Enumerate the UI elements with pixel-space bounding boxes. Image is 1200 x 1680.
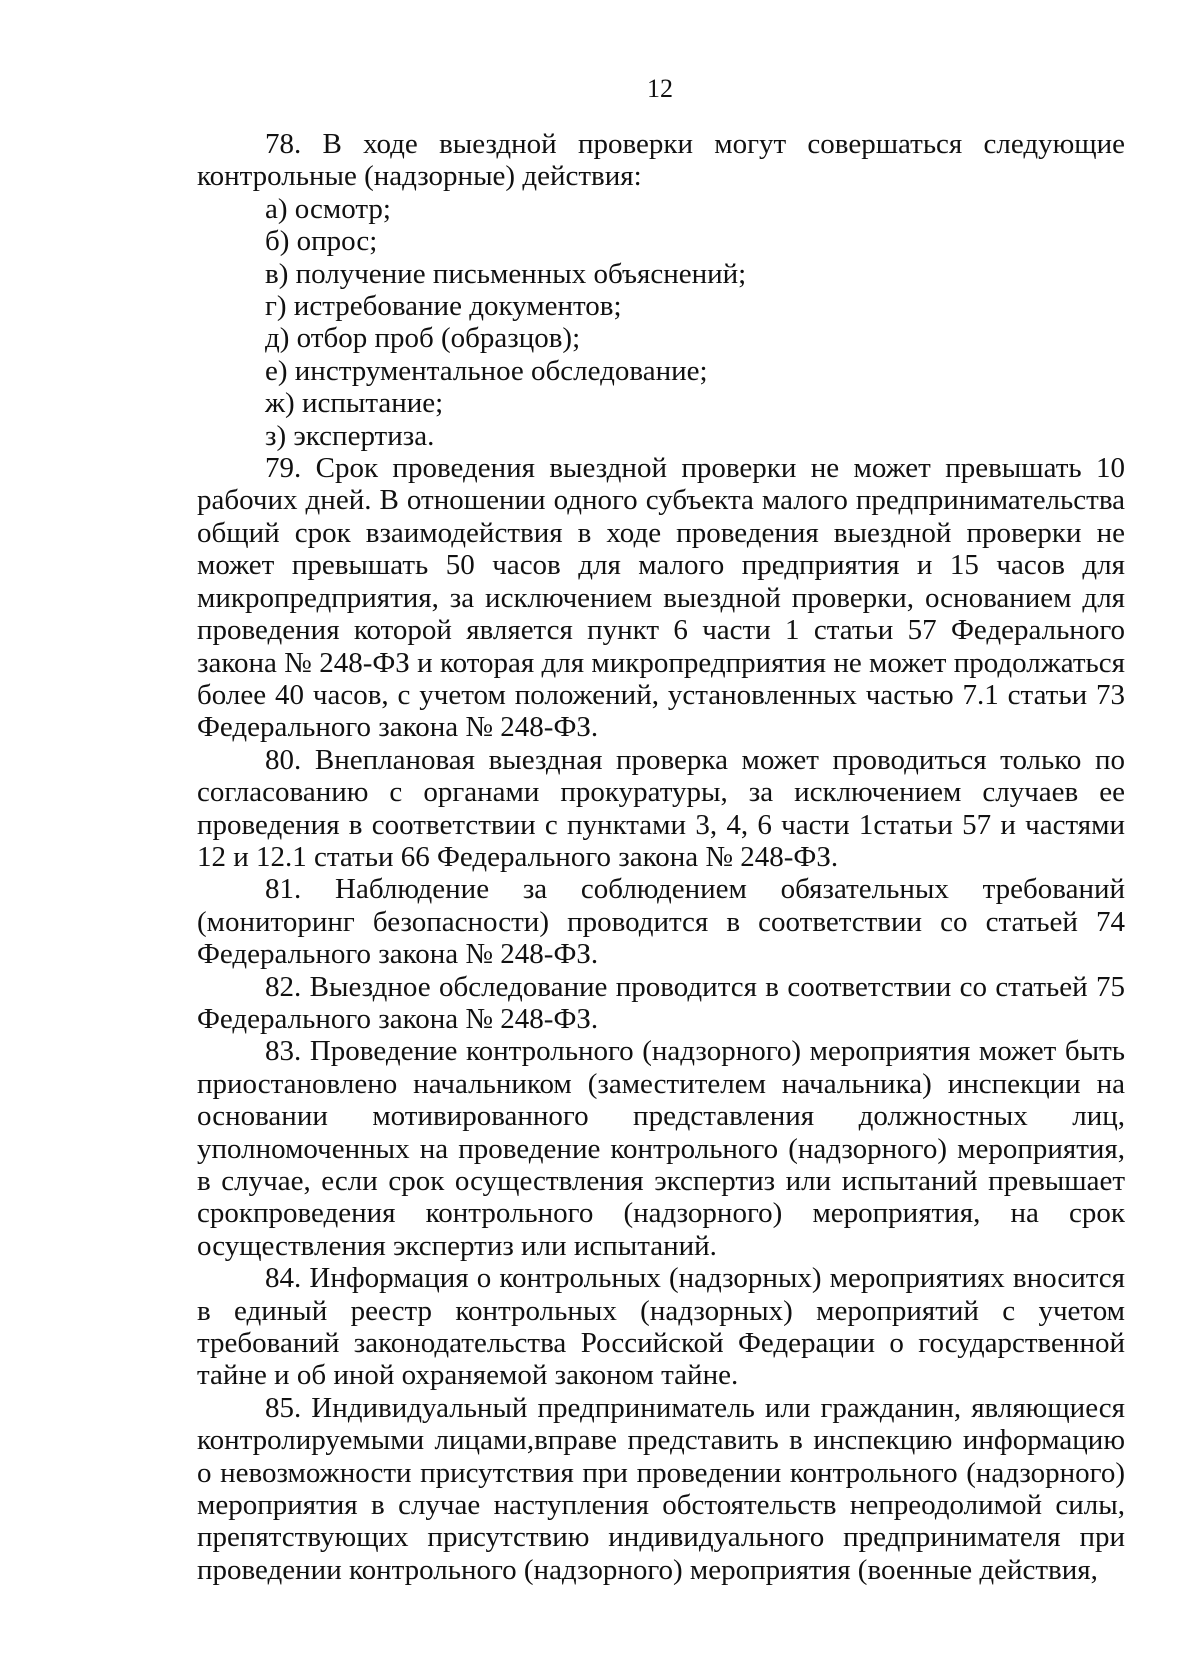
paragraph-85: 85. Индивидуальный предприниматель или гражданин, являющиеся контролируемыми лицами,вправе представить в инспекцию информацию о невозможности присутствия при проведении контрольного (надзорного) мероприятия в случае наступления обстоятельств непреодолимой силы, препятствующих присутствию индивидуального предпринимателя при проведении контрольного (надзорного) мероприятия (военные действия, xyxy=(197,1391,1125,1586)
paragraph-83: 83. Проведение контрольного (надзорного) мероприятия может быть приостановлено начальником (заместителем начальника) инспекции на основании мотивированного представления должностных лиц, уполномоченных на проведение контрольного (надзорного) мероприятия, в случае, если срок осуществления экспертиз или испытаний превышает срокпроведения контрольного (надзорного) мероприятия, на срок осуществления экспертиз или испытаний. xyxy=(197,1035,1125,1262)
list-item-v: в) получение письменных объяснений; xyxy=(265,257,747,290)
paragraph-79: 79. Срок проведения выездной проверки не может превышать 10 рабочих дней. В отношении одного субъекта малого предпринимательства общий срок взаимодействия в ходе проведения выездной проверки не может превышать 50 часов для малого предприятия и 15 часов для микропредприятия, за исключением выездной проверки, основанием для проведения которой является пункт 6 части 1 статьи 57 Федерального закона № 248-ФЗ и которая для микропредприятия не может продолжаться более 40 часов, с учетом положений, установленных частью 7.1 статьи 73 Федерального закона № 248-ФЗ. xyxy=(197,452,1125,744)
paragraph-84: 84. Информация о контрольных (надзорных) мероприятиях вносится в единый реестр контрольных (надзорных) мероприятий с учетом требований законодательства Российской Федерации о государственной тайне и об иной охраняемой законом тайне. xyxy=(197,1262,1125,1392)
paragraph-80: 80. Внеплановая выездная проверка может проводиться только по согласованию с органами прокуратуры, за исключением случаев ее проведения в соответствии с пунктами 3, 4, 6 части 1статьи 57 и частями 12 и 12.1 статьи 66 Федерального закона № 248-ФЗ. xyxy=(197,743,1125,873)
list-item-z: з) экспертиза. xyxy=(265,419,435,452)
paragraph-81: 81. Наблюдение за соблюдением обязательных требований (мониторинг безопасности) проводится в соответствии со статьей 74 Федерального закона № 248-ФЗ. xyxy=(197,873,1125,971)
list-item-e: е) инструментальное обследование; xyxy=(265,354,708,387)
document-body xyxy=(197,128,1125,1586)
list-item-zh: ж) испытание; xyxy=(265,387,444,420)
list-item-g: г) истребование документов; xyxy=(265,290,622,323)
page-number: 12 xyxy=(647,74,673,103)
list-item-a: а) осмотр; xyxy=(265,192,391,225)
paragraph-82: 82. Выездное обследование проводится в соответствии со статьей 75 Федерального закона № 248-ФЗ. xyxy=(197,970,1125,1035)
list-item-d: д) отбор проб (образцов); xyxy=(265,322,581,355)
paragraph-78: 78. В ходе выездной проверки могут совершаться следующие контрольные (надзорные) действия: xyxy=(197,128,1125,193)
list-item-b: б) опрос; xyxy=(265,225,378,258)
